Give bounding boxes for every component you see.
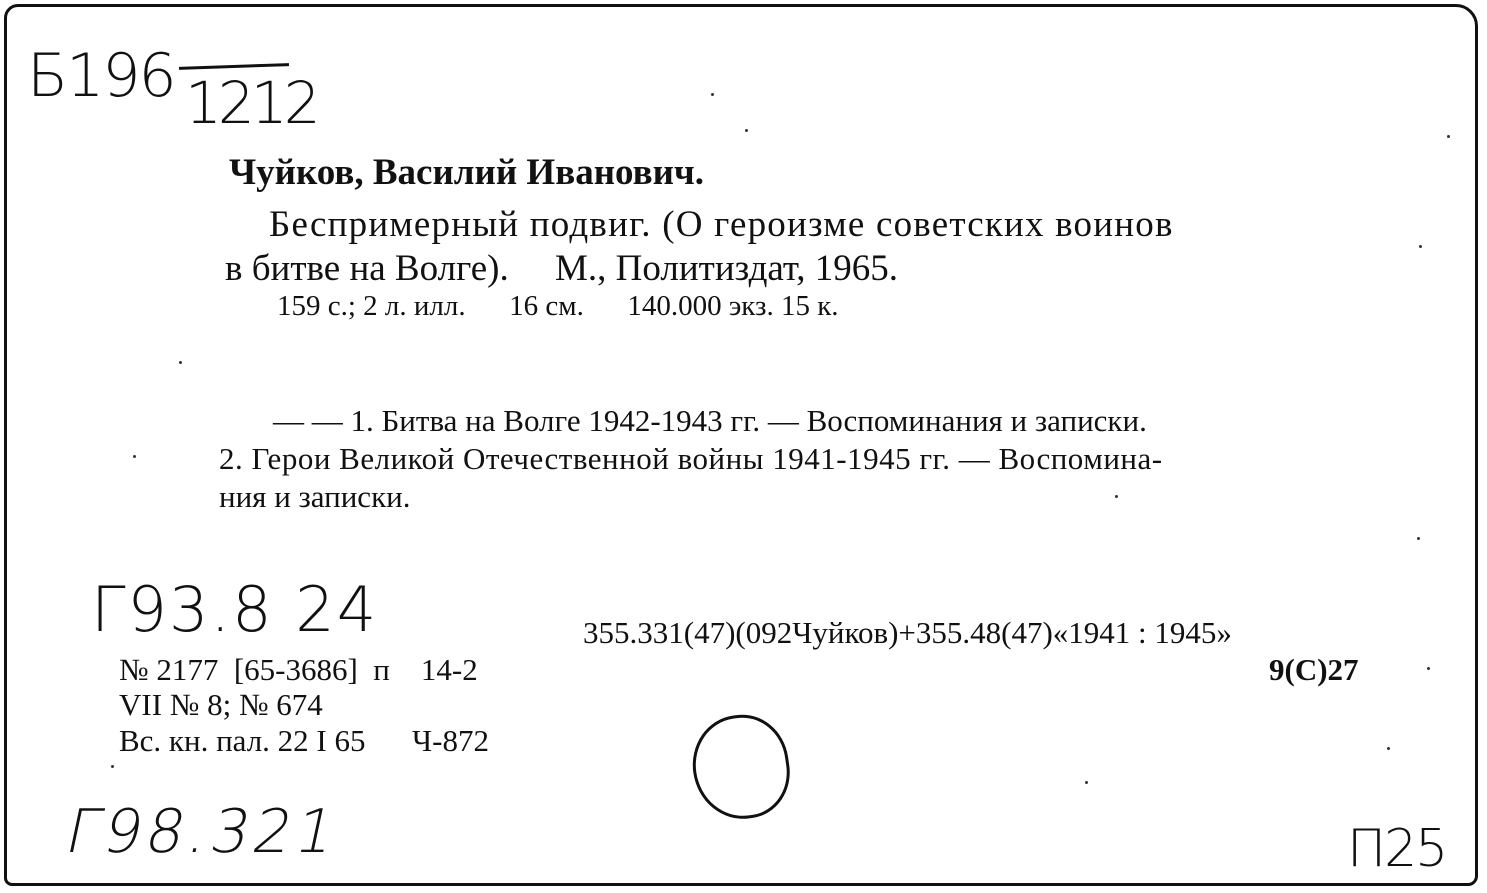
series-line: VII № 8; № 674: [119, 687, 323, 722]
chamber-line: Вс. кн. пал. 22 I 65 Ч-872: [119, 723, 489, 758]
title-line-1: Беспримерный подвиг. (О героизме советских воинов: [269, 204, 1174, 245]
card-punch-hole: [686, 709, 796, 825]
catalog-card: [4, 4, 1478, 886]
author-heading: Чуйков, Василий Иванович.: [229, 152, 705, 193]
bbk-index: 9(С)27: [1269, 652, 1359, 687]
card-number-line: № 2177 [65-3686] п 14-2: [119, 652, 478, 687]
scan-speck: [1115, 495, 1118, 498]
scan-speck: [1427, 667, 1430, 670]
handwritten-shelf-number: 1212: [185, 69, 317, 137]
udc-index: 355.331(47)(092Чуйков)+355.48(47)«1941 : 1945»: [583, 615, 1232, 650]
scan-speck: [711, 93, 714, 96]
scan-speck: [111, 765, 114, 768]
physical-description: 159 с.; 2 л. илл. 16 см. 140.000 экз. 15 к.: [277, 290, 839, 322]
scan-speck: [1387, 747, 1390, 750]
subject-line-3: ния и записки.: [219, 479, 411, 514]
scan-speck: [1419, 245, 1422, 248]
subject-line-2: 2. Герои Великой Отечественной войны 1941-1945 гг. — Воспомина-: [219, 441, 1163, 476]
scan-speck: [133, 455, 136, 458]
handwritten-shelf-mark: Б196: [27, 41, 175, 111]
title-line-2: в битве на Волге). М., Политиздат, 1965.: [225, 248, 898, 289]
handwritten-class-mark-2: Г98.321: [59, 797, 346, 867]
scan-speck: [179, 361, 182, 364]
subject-line-1: — — 1. Битва на Волге 1942-1943 гг. — Воспоминания и записки.: [273, 403, 1147, 438]
scan-speck: [1447, 135, 1450, 138]
scan-speck: [1417, 537, 1420, 540]
scan-speck: [745, 129, 748, 132]
scan-speck: [1085, 781, 1088, 784]
handwritten-corner-mark: П25: [1347, 819, 1447, 879]
handwritten-class-mark-1: Г93.8 24: [91, 573, 379, 646]
